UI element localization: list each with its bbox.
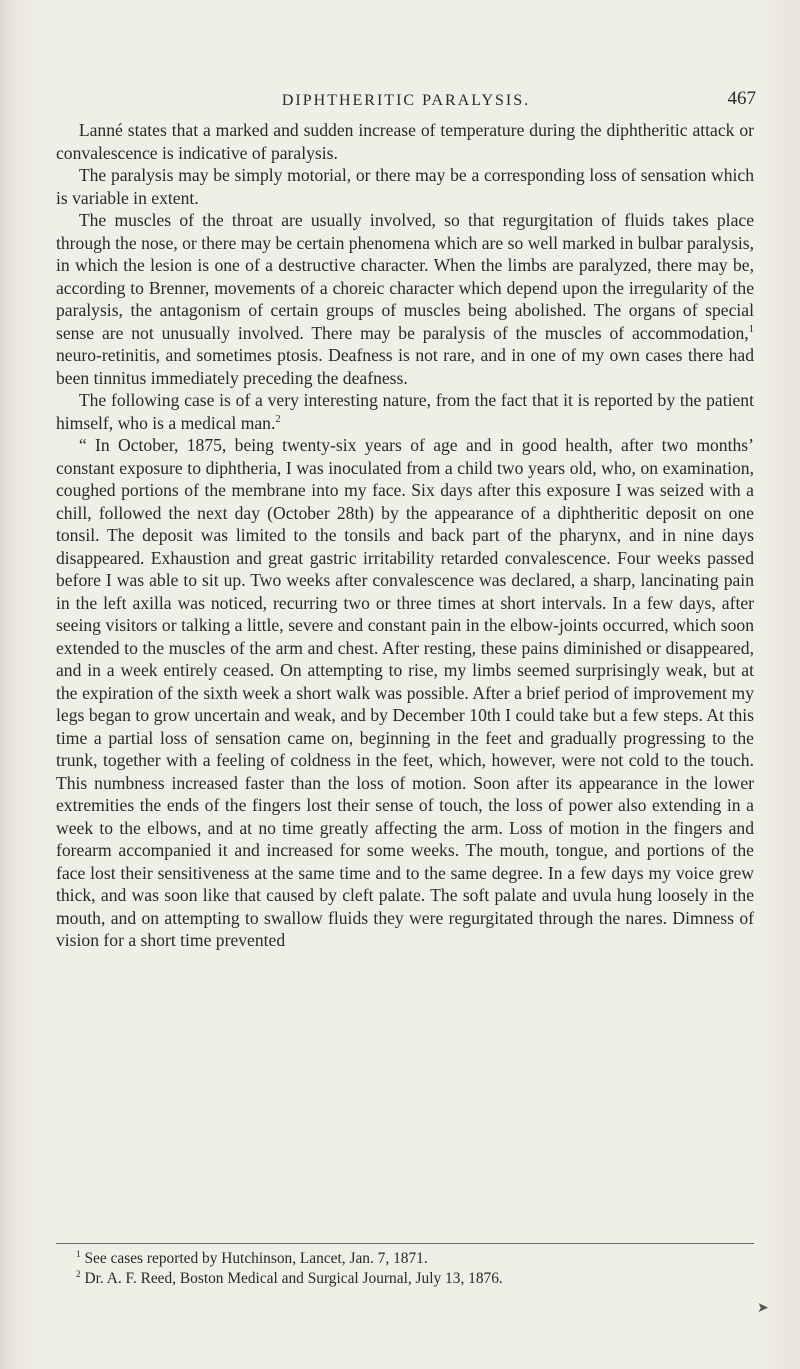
- page-number: 467: [727, 88, 756, 109]
- footnote-marker: 1: [748, 323, 754, 335]
- quoted-case-report: “ In October, 1875, being twenty-six years of age and in good health, after two months’ constant exposure to diphtheria, I was inoculated from a child two years old, who, on examination, coughed portions of the membrane into my face. Six days after this exposure I was seized with a chill, followed the next day (October 28th) by the appearance of a diphtheritic deposit on one tonsil. The deposit was limited to the tonsils and back part of the pharynx, and in nine days disappeared. Exhaustion and great gastric irritability retarded convalescence. Four weeks passed before I was able to sit up. Two weeks after convalescence was declared, a sharp, lancinating pain in the left axilla was noticed, recurring two or three times at short intervals. In a few days, after seeing visitors or talking a little, severe and constant pain in the elbow-joints occurred, which soon extended to the muscles of the arm and chest. After resting, these pains diminished or disappeared, and in a week entirely ceased. On attempting to rise, my limbs seemed surprisingly weak, but at the expiration of the sixth week a short walk was possible. After a brief period of improvement my legs began to grow uncertain and weak, and by December 10th I could take but a few steps. At this time a partial loss of sensation came on, beginning in the feet and gradually progressing to the trunk, together with a feeling of coldness in the feet, which, however, were not cold to the touch. This numbness increased faster than the loss of motion. Soon after its appearance in the lower extremities the ends of the fingers lost their sense of touch, the loss of power also extending in a week to the elbows, and at no time greatly affecting the arm. Loss of motion in the fingers and forearm accompanied it and increased for some weeks. The mouth, tongue, and portions of the face lost their sensitiveness at the same time and to the same degree. In a few days my voice grew thick, and was soon like that caused by cleft palate. The soft palate and uvula hung loosely in the mouth, and on attempting to swallow fluids they were regurgitated through the nares. Dimness of vision for a short time prevented: [56, 435, 754, 950]
- footnotes: [56, 1249, 754, 1289]
- body-text: [56, 119, 754, 952]
- footnote-marker: 2: [275, 413, 281, 425]
- footnote-text: Dr. A. F. Reed, Boston Medical and Surgical Journal, July 13, 1876.: [84, 1270, 503, 1287]
- footnote: [56, 1249, 754, 1269]
- paragraph-text-continued: neuro-retinitis, and sometimes ptosis. Deafness is not rare, and in one of my own cases there had been tinnitus immediately preceding the deafness.: [56, 345, 754, 388]
- page-header: [56, 84, 756, 114]
- footnote-divider: [56, 1243, 754, 1244]
- paragraph-text: The following case is of a very interesting nature, from the fact that it is reported by the patient himself, who is a medical man.: [56, 390, 754, 433]
- footnote-text: See cases reported by Hutchinson, Lancet, Jan. 7, 1871.: [84, 1250, 428, 1267]
- page-mark-icon: ➤: [757, 1301, 769, 1316]
- footnote-number: 1: [76, 1248, 81, 1259]
- paragraph: Lanné states that a marked and sudden increase of temperature during the diphtheritic attack or convalescence is indicative of paralysis.: [56, 120, 754, 163]
- footnote-number: 2: [76, 1268, 81, 1279]
- paragraph-text: The muscles of the throat are usually involved, so that regurgitation of fluids takes place through the nose, or there may be certain phenomena which are so well marked in bulbar paralysis, in which the lesion is one of a destructive character. When the limbs are paralyzed, there may be, according to Brenner, movements of a choreic character which depend upon the irregularity of the paralysis, the antagonism of certain groups of muscles being abolished. The organs of special sense are not unusually involved. There may be paralysis of the muscles of accommodation,: [56, 210, 754, 343]
- paragraph: [56, 209, 754, 389]
- paragraph: The paralysis may be simply motorial, or there may be a corresponding loss of sensation which is variable in extent.: [56, 165, 754, 208]
- paragraph: [56, 389, 754, 434]
- footnote: [56, 1269, 754, 1289]
- running-title: DIPHTHERITIC PARALYSIS.: [281, 92, 531, 109]
